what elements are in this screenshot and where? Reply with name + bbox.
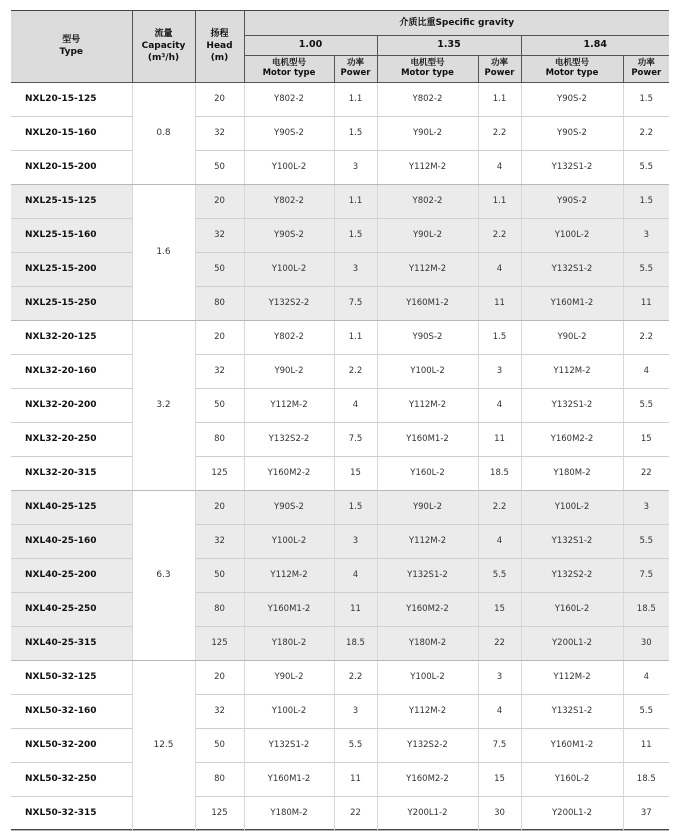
motor-type-cell-1-00: Y180L-2	[244, 626, 334, 660]
motor-type-cell-1-00: Y160M1-2	[244, 592, 334, 626]
motor-type-cell-1-84: Y160M1-2	[521, 728, 623, 762]
table-row	[11, 116, 669, 150]
model-type-cell: NXL25-15-125	[11, 184, 132, 218]
motor-type-cell-1-84: Y112M-2	[521, 354, 623, 388]
table-row	[11, 524, 669, 558]
specific-gravity-header: 介质比重Specific gravity	[244, 11, 669, 35]
power-cell-1-00: 4	[334, 388, 377, 422]
motor-type-cell-1-84: Y90S-2	[521, 116, 623, 150]
table-row	[11, 286, 669, 320]
motor-type-cell-1-00: Y160M1-2	[244, 762, 334, 796]
head-cell: 32	[195, 116, 244, 150]
head-cell: 20	[195, 82, 244, 116]
motor-type-cell-1-35: Y90L-2	[377, 490, 478, 524]
motor-type-cell-1-35: Y112M-2	[377, 150, 478, 184]
power-en: Power	[340, 67, 371, 78]
motor-type-cell-1-84: Y160M2-2	[521, 422, 623, 456]
power-cell-1-00: 11	[334, 762, 377, 796]
model-type-cell: NXL50-32-315	[11, 796, 132, 830]
model-type-cell: NXL40-25-315	[11, 626, 132, 660]
model-type-cell: NXL20-15-200	[11, 150, 132, 184]
head-header-cn: 扬程	[210, 29, 229, 40]
motor-type-cell-1-00: Y112M-2	[244, 558, 334, 592]
power-cell-1-84: 3	[623, 490, 669, 524]
motor-type-cn: 电机型号	[271, 58, 306, 68]
motor-type-cell-1-35: Y160M1-2	[377, 286, 478, 320]
power-cell-1-35: 4	[478, 694, 521, 728]
power-cell-1-35: 18.5	[478, 456, 521, 490]
head-cell: 32	[195, 218, 244, 252]
table-row	[11, 184, 669, 218]
model-type-cell: NXL32-20-125	[11, 320, 132, 354]
model-type-cell: NXL32-20-315	[11, 456, 132, 490]
head-cell: 50	[195, 150, 244, 184]
power-cell-1-84: 5.5	[623, 694, 669, 728]
power-cell-1-35: 1.1	[478, 184, 521, 218]
table-row	[11, 762, 669, 796]
head-cell: 50	[195, 558, 244, 592]
power-cell-1-84: 2.2	[623, 320, 669, 354]
model-type-cell: NXL40-25-250	[11, 592, 132, 626]
motor-type-cell-1-35: Y100L-2	[377, 354, 478, 388]
power-cell-1-00: 4	[334, 558, 377, 592]
power-cell-1-00: 3	[334, 150, 377, 184]
power-cell-1-00: 1.1	[334, 82, 377, 116]
power-cell-1-00: 5.5	[334, 728, 377, 762]
power-cell-1-84: 37	[623, 796, 669, 830]
pump-spec-table	[11, 11, 669, 831]
motor-type-cell-1-84: Y132S1-2	[521, 388, 623, 422]
power-cell-1-35: 1.1	[478, 82, 521, 116]
capacity-header-unit: (m³/h)	[147, 53, 180, 64]
table-row	[11, 490, 669, 524]
gravity-1-00: 1.00	[244, 35, 377, 55]
power-header	[478, 55, 521, 82]
power-cell-1-35: 1.5	[478, 320, 521, 354]
table-header	[11, 11, 669, 82]
head-cell: 80	[195, 592, 244, 626]
power-cell-1-35: 4	[478, 524, 521, 558]
head-cell: 50	[195, 388, 244, 422]
power-cell-1-84: 5.5	[623, 524, 669, 558]
power-cell-1-00: 1.1	[334, 320, 377, 354]
model-type-cell: NXL25-15-200	[11, 252, 132, 286]
power-cell-1-35: 2.2	[478, 218, 521, 252]
model-type-cell: NXL20-15-125	[11, 82, 132, 116]
table-row	[11, 796, 669, 830]
motor-type-cell-1-00: Y112M-2	[244, 388, 334, 422]
motor-type-cell-1-00: Y132S2-2	[244, 422, 334, 456]
motor-type-cell-1-84: Y160L-2	[521, 762, 623, 796]
motor-type-cell-1-35: Y132S1-2	[377, 558, 478, 592]
motor-type-cell-1-84: Y160M1-2	[521, 286, 623, 320]
capacity-header-cn: 流量	[154, 29, 173, 40]
model-type-cell: NXL20-15-160	[11, 116, 132, 150]
power-cell-1-35: 15	[478, 762, 521, 796]
model-type-cell: NXL32-20-160	[11, 354, 132, 388]
motor-type-cell-1-84: Y132S1-2	[521, 694, 623, 728]
power-cell-1-84: 1.5	[623, 184, 669, 218]
motor-type-header	[377, 55, 478, 82]
power-cell-1-00: 18.5	[334, 626, 377, 660]
model-type-cell: NXL32-20-200	[11, 388, 132, 422]
model-type-cell: NXL50-32-200	[11, 728, 132, 762]
capacity-cell: 12.5	[132, 660, 195, 830]
power-cn: 功率	[490, 58, 508, 68]
power-cell-1-84: 3	[623, 218, 669, 252]
type-header-en: Type	[59, 47, 83, 58]
table-row	[11, 150, 669, 184]
table-row	[11, 320, 669, 354]
capacity-cell: 0.8	[132, 82, 195, 184]
motor-type-cell-1-00: Y100L-2	[244, 150, 334, 184]
power-cell-1-84: 5.5	[623, 388, 669, 422]
motor-type-header	[521, 55, 623, 82]
power-cell-1-00: 15	[334, 456, 377, 490]
head-cell: 20	[195, 184, 244, 218]
power-cell-1-84: 5.5	[623, 150, 669, 184]
head-cell: 20	[195, 490, 244, 524]
head-header-unit: (m)	[210, 53, 229, 64]
head-cell: 20	[195, 320, 244, 354]
power-cell-1-35: 2.2	[478, 116, 521, 150]
head-header	[195, 11, 244, 82]
motor-type-cell-1-84: Y200L1-2	[521, 626, 623, 660]
power-header	[623, 55, 669, 82]
table-row	[11, 388, 669, 422]
motor-type-header	[244, 55, 334, 82]
table-body	[11, 82, 669, 830]
motor-type-cell-1-00: Y132S2-2	[244, 286, 334, 320]
motor-type-cell-1-84: Y180M-2	[521, 456, 623, 490]
power-cell-1-00: 3	[334, 694, 377, 728]
power-cell-1-35: 11	[478, 422, 521, 456]
power-cn: 功率	[346, 58, 364, 68]
motor-type-cell-1-35: Y200L1-2	[377, 796, 478, 830]
motor-type-cell-1-35: Y90L-2	[377, 218, 478, 252]
capacity-header-en: Capacity	[141, 41, 186, 52]
power-cell-1-35: 2.2	[478, 490, 521, 524]
model-type-cell: NXL40-25-125	[11, 490, 132, 524]
motor-type-cell-1-00: Y802-2	[244, 320, 334, 354]
motor-type-cell-1-35: Y112M-2	[377, 252, 478, 286]
motor-type-cell-1-84: Y132S2-2	[521, 558, 623, 592]
power-cell-1-35: 4	[478, 388, 521, 422]
gravity-1-35: 1.35	[377, 35, 521, 55]
gravity-1-84: 1.84	[521, 35, 669, 55]
power-cell-1-35: 7.5	[478, 728, 521, 762]
table-row	[11, 728, 669, 762]
type-header-cn: 型号	[62, 35, 81, 46]
capacity-header	[132, 11, 195, 82]
power-cell-1-00: 2.2	[334, 354, 377, 388]
table-row	[11, 456, 669, 490]
power-en: Power	[484, 67, 515, 78]
motor-type-cell-1-00: Y802-2	[244, 82, 334, 116]
power-en: Power	[631, 67, 662, 78]
power-cell-1-84: 1.5	[623, 82, 669, 116]
table-row	[11, 592, 669, 626]
power-cell-1-35: 22	[478, 626, 521, 660]
motor-type-cell-1-84: Y132S1-2	[521, 150, 623, 184]
pump-spec-table-wrapper	[11, 10, 669, 830]
motor-type-cn: 电机型号	[410, 58, 445, 68]
motor-type-cell-1-35: Y112M-2	[377, 388, 478, 422]
motor-type-cell-1-00: Y100L-2	[244, 524, 334, 558]
motor-type-cell-1-00: Y90L-2	[244, 660, 334, 694]
power-cell-1-35: 3	[478, 354, 521, 388]
motor-type-cell-1-00: Y180M-2	[244, 796, 334, 830]
table-row	[11, 626, 669, 660]
motor-type-cell-1-84: Y200L1-2	[521, 796, 623, 830]
motor-type-cell-1-35: Y160M2-2	[377, 762, 478, 796]
motor-type-cell-1-84: Y90S-2	[521, 82, 623, 116]
motor-type-cell-1-00: Y90S-2	[244, 116, 334, 150]
power-cell-1-00: 11	[334, 592, 377, 626]
power-cell-1-00: 22	[334, 796, 377, 830]
type-header	[11, 11, 132, 82]
motor-type-cell-1-35: Y802-2	[377, 184, 478, 218]
model-type-cell: NXL50-32-125	[11, 660, 132, 694]
motor-type-cell-1-00: Y100L-2	[244, 694, 334, 728]
power-cell-1-00: 2.2	[334, 660, 377, 694]
power-cell-1-84: 7.5	[623, 558, 669, 592]
motor-type-cell-1-00: Y160M2-2	[244, 456, 334, 490]
power-header	[334, 55, 377, 82]
power-cell-1-00: 1.5	[334, 116, 377, 150]
model-type-cell: NXL40-25-200	[11, 558, 132, 592]
motor-type-cell-1-84: Y90L-2	[521, 320, 623, 354]
power-cell-1-84: 18.5	[623, 762, 669, 796]
motor-type-cell-1-84: Y100L-2	[521, 218, 623, 252]
model-type-cell: NXL50-32-250	[11, 762, 132, 796]
motor-type-cell-1-35: Y160M1-2	[377, 422, 478, 456]
power-cell-1-84: 15	[623, 422, 669, 456]
model-type-cell: NXL50-32-160	[11, 694, 132, 728]
power-cell-1-35: 5.5	[478, 558, 521, 592]
power-cell-1-35: 15	[478, 592, 521, 626]
power-cell-1-84: 30	[623, 626, 669, 660]
power-cell-1-00: 7.5	[334, 422, 377, 456]
motor-type-cell-1-84: Y112M-2	[521, 660, 623, 694]
motor-type-en: Motor type	[545, 67, 599, 78]
power-cell-1-84: 22	[623, 456, 669, 490]
motor-type-cell-1-35: Y132S2-2	[377, 728, 478, 762]
power-cell-1-00: 3	[334, 252, 377, 286]
capacity-cell: 3.2	[132, 320, 195, 490]
motor-type-cell-1-35: Y160L-2	[377, 456, 478, 490]
head-cell: 32	[195, 354, 244, 388]
motor-type-cell-1-35: Y160M2-2	[377, 592, 478, 626]
table-row	[11, 422, 669, 456]
power-cell-1-84: 11	[623, 728, 669, 762]
head-cell: 50	[195, 728, 244, 762]
motor-type-cell-1-84: Y100L-2	[521, 490, 623, 524]
motor-type-cell-1-35: Y90S-2	[377, 320, 478, 354]
motor-type-cn: 电机型号	[554, 58, 589, 68]
motor-type-cell-1-00: Y132S1-2	[244, 728, 334, 762]
head-cell: 50	[195, 252, 244, 286]
power-cell-1-84: 11	[623, 286, 669, 320]
motor-type-cell-1-35: Y90L-2	[377, 116, 478, 150]
model-type-cell: NXL32-20-250	[11, 422, 132, 456]
power-cell-1-84: 2.2	[623, 116, 669, 150]
power-cell-1-35: 4	[478, 252, 521, 286]
head-cell: 80	[195, 286, 244, 320]
power-cell-1-84: 5.5	[623, 252, 669, 286]
power-cell-1-00: 1.1	[334, 184, 377, 218]
power-cell-1-84: 4	[623, 660, 669, 694]
motor-type-cell-1-84: Y132S1-2	[521, 252, 623, 286]
power-cell-1-00: 1.5	[334, 218, 377, 252]
power-cell-1-84: 18.5	[623, 592, 669, 626]
motor-type-cell-1-00: Y90L-2	[244, 354, 334, 388]
model-type-cell: NXL25-15-250	[11, 286, 132, 320]
table-row	[11, 218, 669, 252]
capacity-cell: 6.3	[132, 490, 195, 660]
motor-type-cell-1-35: Y112M-2	[377, 694, 478, 728]
motor-type-en: Motor type	[262, 67, 316, 78]
model-type-cell: NXL25-15-160	[11, 218, 132, 252]
power-cell-1-00: 7.5	[334, 286, 377, 320]
motor-type-cell-1-00: Y90S-2	[244, 490, 334, 524]
motor-type-cell-1-35: Y112M-2	[377, 524, 478, 558]
head-cell: 125	[195, 626, 244, 660]
motor-type-cell-1-00: Y100L-2	[244, 252, 334, 286]
motor-type-cell-1-35: Y180M-2	[377, 626, 478, 660]
power-cell-1-35: 30	[478, 796, 521, 830]
power-cell-1-35: 3	[478, 660, 521, 694]
motor-type-cell-1-00: Y802-2	[244, 184, 334, 218]
table-row	[11, 354, 669, 388]
power-cell-1-35: 4	[478, 150, 521, 184]
power-cell-1-35: 11	[478, 286, 521, 320]
head-cell: 32	[195, 524, 244, 558]
table-row	[11, 694, 669, 728]
motor-type-cell-1-84: Y160L-2	[521, 592, 623, 626]
model-type-cell: NXL40-25-160	[11, 524, 132, 558]
motor-type-en: Motor type	[401, 67, 454, 78]
head-cell: 80	[195, 422, 244, 456]
power-cell-1-00: 3	[334, 524, 377, 558]
head-cell: 32	[195, 694, 244, 728]
motor-type-cell-1-35: Y100L-2	[377, 660, 478, 694]
motor-type-cell-1-84: Y132S1-2	[521, 524, 623, 558]
head-cell: 125	[195, 796, 244, 830]
table-row	[11, 252, 669, 286]
power-cell-1-00: 1.5	[334, 490, 377, 524]
motor-type-cell-1-35: Y802-2	[377, 82, 478, 116]
head-cell: 125	[195, 456, 244, 490]
head-cell: 80	[195, 762, 244, 796]
power-cell-1-84: 4	[623, 354, 669, 388]
power-cn: 功率	[637, 58, 655, 68]
head-cell: 20	[195, 660, 244, 694]
table-row	[11, 660, 669, 694]
table-row	[11, 82, 669, 116]
head-header-en: Head	[206, 41, 233, 52]
capacity-cell: 1.6	[132, 184, 195, 320]
motor-type-cell-1-84: Y90S-2	[521, 184, 623, 218]
motor-type-cell-1-00: Y90S-2	[244, 218, 334, 252]
table-row	[11, 558, 669, 592]
